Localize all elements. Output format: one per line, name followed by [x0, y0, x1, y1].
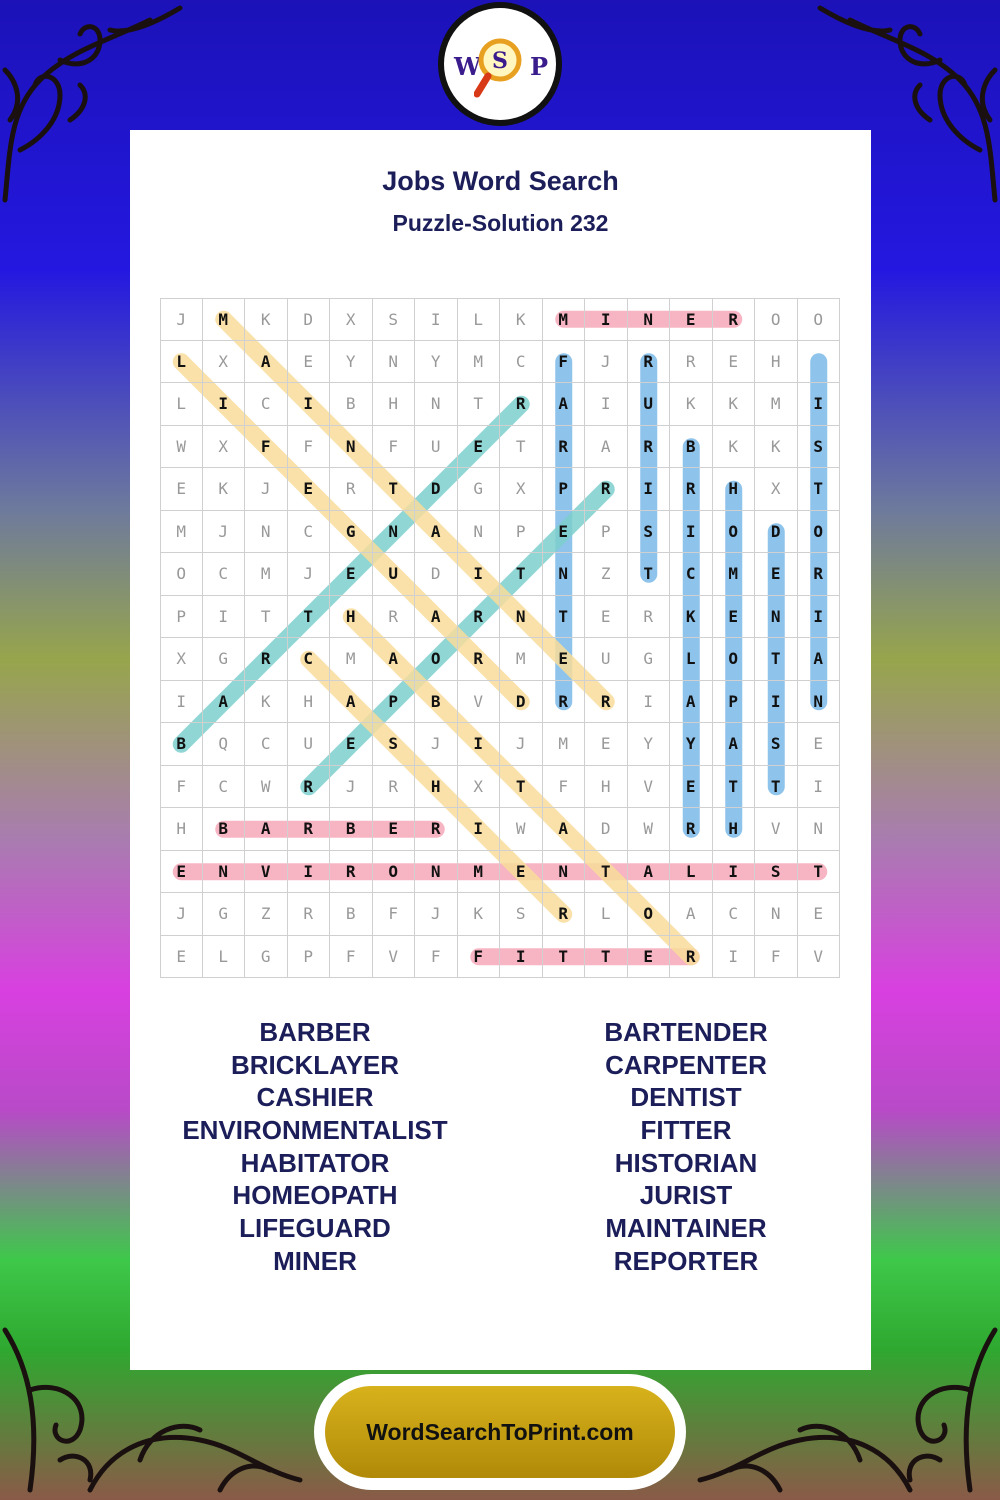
grid-cell[interactable]: L — [160, 341, 203, 384]
grid-cell[interactable]: Z — [245, 893, 288, 936]
grid-cell[interactable]: U — [288, 723, 331, 766]
grid-cell[interactable]: E — [373, 808, 416, 851]
grid-cell[interactable]: C — [713, 893, 756, 936]
grid-cell[interactable]: N — [798, 681, 841, 724]
grid-cell[interactable]: J — [288, 553, 331, 596]
grid-cell[interactable]: R — [585, 681, 628, 724]
grid-cell[interactable]: X — [203, 341, 246, 384]
grid-cell[interactable]: H — [713, 468, 756, 511]
grid-cell[interactable]: R — [670, 468, 713, 511]
grid-cell[interactable]: X — [755, 468, 798, 511]
grid-cell[interactable]: N — [755, 893, 798, 936]
grid-cell[interactable]: D — [415, 468, 458, 511]
grid-cell[interactable]: L — [458, 298, 501, 341]
grid-cell[interactable]: K — [458, 893, 501, 936]
grid-cell[interactable]: T — [798, 468, 841, 511]
grid-cell[interactable]: N — [798, 808, 841, 851]
grid-cell[interactable]: N — [458, 511, 501, 554]
grid-cell[interactable]: S — [373, 723, 416, 766]
grid-cell[interactable]: C — [670, 553, 713, 596]
grid-cell[interactable]: R — [288, 766, 331, 809]
grid-cell[interactable]: E — [288, 341, 331, 384]
grid-cell[interactable]: A — [670, 893, 713, 936]
grid-cell[interactable]: P — [585, 511, 628, 554]
letter-grid — [160, 298, 840, 978]
grid-cell[interactable]: M — [755, 383, 798, 426]
grid-cell[interactable]: W — [500, 808, 543, 851]
grid-cell[interactable]: J — [203, 511, 246, 554]
grid-cell[interactable]: W — [628, 808, 671, 851]
grid-cell[interactable]: G — [628, 638, 671, 681]
grid-cell[interactable]: D — [415, 553, 458, 596]
grid-cell[interactable]: X — [203, 426, 246, 469]
grid-cell[interactable]: I — [458, 723, 501, 766]
grid-cell[interactable]: C — [288, 638, 331, 681]
grid-cell[interactable]: R — [543, 893, 586, 936]
grid-cell[interactable]: I — [500, 936, 543, 979]
grid-cell[interactable]: D — [288, 298, 331, 341]
grid-cell[interactable]: T — [585, 936, 628, 979]
grid-cell[interactable]: M — [458, 341, 501, 384]
grid-cell[interactable]: F — [755, 936, 798, 979]
grid-cell[interactable]: X — [458, 766, 501, 809]
grid-cell[interactable]: I — [798, 766, 841, 809]
grid-cell[interactable]: J — [415, 723, 458, 766]
grid-cell[interactable]: R — [798, 553, 841, 596]
grid-cell[interactable]: H — [160, 808, 203, 851]
grid-cell[interactable]: A — [373, 638, 416, 681]
grid-cell[interactable]: B — [415, 681, 458, 724]
grid-cell[interactable]: O — [628, 893, 671, 936]
grid-cell[interactable]: I — [160, 681, 203, 724]
grid-cell[interactable]: E — [330, 553, 373, 596]
word-list-item: MINER — [273, 1245, 357, 1276]
grid-cell[interactable]: T — [543, 936, 586, 979]
grid-cell[interactable]: E — [585, 723, 628, 766]
grid-cell[interactable]: R — [543, 426, 586, 469]
grid-cell[interactable]: I — [628, 681, 671, 724]
grid-cell[interactable]: A — [203, 681, 246, 724]
grid-cell[interactable]: J — [585, 341, 628, 384]
grid-cell[interactable]: P — [500, 511, 543, 554]
grid-cell[interactable]: E — [713, 341, 756, 384]
grid-cell[interactable]: T — [500, 553, 543, 596]
word-list-item: CASHIER — [256, 1082, 374, 1113]
grid-cell[interactable]: E — [160, 468, 203, 511]
grid-cell[interactable]: P — [543, 468, 586, 511]
footer-badge — [314, 1374, 686, 1490]
grid-cell[interactable]: J — [415, 893, 458, 936]
grid-cell[interactable]: H — [373, 383, 416, 426]
word-list-item: DENTIST — [630, 1082, 742, 1113]
grid-cell[interactable]: Q — [203, 723, 246, 766]
grid-cell[interactable]: K — [713, 426, 756, 469]
grid-cell[interactable]: E — [330, 723, 373, 766]
grid-cell[interactable]: W — [245, 766, 288, 809]
grid-cell[interactable]: L — [203, 936, 246, 979]
grid-cell[interactable]: E — [755, 553, 798, 596]
grid-cell[interactable]: C — [500, 341, 543, 384]
grid-cell[interactable]: X — [330, 298, 373, 341]
grid-cell[interactable]: T — [798, 851, 841, 894]
grid-cell[interactable]: M — [543, 298, 586, 341]
grid-cell[interactable]: V — [755, 808, 798, 851]
grid-cell[interactable]: M — [543, 723, 586, 766]
word-list-item: ENVIRONMENTALIST — [182, 1115, 448, 1146]
grid-cell[interactable]: F — [245, 426, 288, 469]
grid-cell[interactable]: B — [330, 808, 373, 851]
grid-cell[interactable]: H — [585, 766, 628, 809]
grid-cell[interactable]: L — [670, 638, 713, 681]
grid-cell[interactable]: U — [585, 638, 628, 681]
grid-cell[interactable]: T — [500, 426, 543, 469]
word-list-item: BARTENDER — [604, 1017, 768, 1047]
grid-cell[interactable]: R — [415, 808, 458, 851]
grid-cell[interactable]: T — [458, 383, 501, 426]
word-list-item: FITTER — [640, 1115, 732, 1146]
grid-cell[interactable]: F — [373, 893, 416, 936]
grid-cell[interactable]: O — [415, 638, 458, 681]
grid-cell[interactable]: B — [330, 893, 373, 936]
grid-cell[interactable]: G — [458, 468, 501, 511]
grid-cell[interactable]: N — [203, 851, 246, 894]
grid-cell[interactable]: R — [670, 808, 713, 851]
grid-cell[interactable]: T — [755, 638, 798, 681]
grid-cell[interactable]: F — [543, 341, 586, 384]
grid-cell[interactable]: R — [670, 936, 713, 979]
grid-cell[interactable]: C — [203, 766, 246, 809]
grid-cell[interactable]: G — [203, 893, 246, 936]
grid-cell[interactable]: D — [755, 511, 798, 554]
grid-cell[interactable]: S — [755, 723, 798, 766]
grid-cell[interactable]: F — [415, 936, 458, 979]
website-link[interactable]: WordSearchToPrint.com — [325, 1386, 675, 1478]
grid-cell[interactable]: Z — [585, 553, 628, 596]
grid-cell[interactable]: E — [543, 511, 586, 554]
grid-cell[interactable]: N — [500, 596, 543, 639]
grid-cell[interactable]: N — [373, 511, 416, 554]
grid-cell[interactable]: U — [373, 553, 416, 596]
grid-cell[interactable]: M — [500, 638, 543, 681]
word-list-item: BARBER — [259, 1017, 371, 1047]
word-list-item: CARPENTER — [605, 1049, 767, 1080]
grid-cell[interactable]: C — [245, 723, 288, 766]
grid-cell[interactable]: Y — [628, 723, 671, 766]
grid-cell[interactable]: A — [543, 383, 586, 426]
word-list-item: HOMEOPATH — [232, 1180, 398, 1211]
grid-cell[interactable]: I — [755, 681, 798, 724]
grid-cell[interactable]: I — [713, 851, 756, 894]
word-list-left-column — [130, 1016, 500, 1278]
grid-cell[interactable]: R — [628, 341, 671, 384]
grid-cell[interactable]: F — [458, 936, 501, 979]
grid-cell[interactable]: K — [245, 298, 288, 341]
grid-cell[interactable]: E — [670, 766, 713, 809]
grid-cell[interactable]: Y — [670, 723, 713, 766]
grid-cell[interactable]: H — [330, 596, 373, 639]
grid-cell[interactable]: A — [585, 426, 628, 469]
grid-cell[interactable]: U — [415, 426, 458, 469]
grid-cell[interactable]: A — [713, 723, 756, 766]
grid-cell[interactable]: R — [713, 298, 756, 341]
grid-cell[interactable]: H — [713, 808, 756, 851]
word-list-item: HISTORIAN — [614, 1147, 758, 1178]
grid-cell[interactable]: T — [245, 596, 288, 639]
grid-cell[interactable]: I — [458, 808, 501, 851]
grid-cell[interactable]: A — [245, 341, 288, 384]
page-title: Jobs Word Search — [382, 166, 619, 196]
grid-cell[interactable]: B — [330, 383, 373, 426]
grid-cell[interactable]: V — [798, 936, 841, 979]
grid-cell[interactable]: E — [288, 468, 331, 511]
grid-cell[interactable]: I — [203, 383, 246, 426]
grid-cell[interactable]: K — [670, 383, 713, 426]
grid-cell[interactable]: N — [543, 851, 586, 894]
grid-cell[interactable]: I — [288, 383, 331, 426]
site-logo — [438, 2, 562, 126]
grid-cell[interactable]: K — [713, 383, 756, 426]
grid-cell[interactable]: Y — [330, 341, 373, 384]
grid-cell[interactable]: I — [585, 298, 628, 341]
grid-cell[interactable]: T — [500, 766, 543, 809]
grid-cell[interactable]: F — [330, 936, 373, 979]
grid-cell[interactable]: F — [543, 766, 586, 809]
grid-cell[interactable]: E — [500, 851, 543, 894]
grid-cell[interactable]: T — [373, 468, 416, 511]
grid-cell[interactable]: L — [670, 851, 713, 894]
grid-cell[interactable]: O — [713, 638, 756, 681]
grid-cell[interactable]: H — [415, 766, 458, 809]
grid-cell[interactable]: P — [288, 936, 331, 979]
grid-cell[interactable]: C — [245, 383, 288, 426]
grid-cell[interactable]: N — [330, 426, 373, 469]
grid-cell[interactable]: V — [628, 766, 671, 809]
grid-cell[interactable]: F — [288, 426, 331, 469]
grid-cell[interactable]: R — [458, 596, 501, 639]
grid-cell[interactable]: K — [500, 298, 543, 341]
grid-cell[interactable]: E — [670, 298, 713, 341]
grid-cell[interactable]: K — [670, 596, 713, 639]
grid-cell[interactable]: T — [628, 553, 671, 596]
grid-cell[interactable]: H — [755, 341, 798, 384]
page-subtitle: Puzzle-Solution 232 — [392, 210, 609, 236]
grid-cell[interactable]: R — [585, 468, 628, 511]
grid-cell[interactable]: R — [458, 638, 501, 681]
grid-cell[interactable]: P — [713, 681, 756, 724]
grid-cell[interactable]: R — [373, 596, 416, 639]
grid-cell[interactable]: U — [628, 383, 671, 426]
grid-cell[interactable]: I — [288, 851, 331, 894]
grid-cell[interactable]: I — [713, 936, 756, 979]
grid-cell[interactable]: L — [160, 383, 203, 426]
grid-cell[interactable]: E — [458, 426, 501, 469]
grid-cell[interactable]: T — [713, 766, 756, 809]
grid-cell[interactable]: A — [628, 851, 671, 894]
grid-cell[interactable]: A — [543, 808, 586, 851]
grid-cell[interactable]: M — [203, 298, 246, 341]
grid-cell[interactable]: E — [713, 596, 756, 639]
grid-cell[interactable]: I — [458, 553, 501, 596]
grid-cell[interactable]: W — [160, 426, 203, 469]
grid-cell[interactable]: R — [543, 681, 586, 724]
word-search-board — [160, 298, 840, 978]
word-list-item: BRICKLAYER — [230, 1049, 400, 1080]
grid-cell[interactable]: I — [585, 383, 628, 426]
grid-cell[interactable]: E — [585, 596, 628, 639]
grid-cell[interactable]: J — [160, 893, 203, 936]
grid-cell[interactable]: O — [798, 511, 841, 554]
word-list-item: JURIST — [639, 1180, 733, 1211]
grid-cell[interactable]: P — [160, 596, 203, 639]
word-list-item: LIFEGUARD — [239, 1213, 391, 1244]
grid-cell[interactable]: R — [288, 893, 331, 936]
logo-letter-p: P — [530, 52, 549, 81]
grid-cell[interactable]: T — [288, 596, 331, 639]
grid-cell[interactable]: E — [543, 638, 586, 681]
word-list-item: REPORTER — [613, 1245, 759, 1276]
grid-cell[interactable]: A — [415, 596, 458, 639]
grid-cell[interactable]: R — [670, 341, 713, 384]
grid-cell[interactable]: O — [798, 298, 841, 341]
grid-cell[interactable]: N — [543, 553, 586, 596]
grid-cell[interactable]: S — [500, 893, 543, 936]
grid-cell[interactable]: I — [798, 596, 841, 639]
grid-cell[interactable]: E — [160, 936, 203, 979]
grid-cell[interactable]: N — [415, 851, 458, 894]
word-list-right-column — [501, 1016, 871, 1278]
grid-cell[interactable]: J — [245, 468, 288, 511]
grid-cell[interactable]: N — [415, 383, 458, 426]
magnifier-icon — [474, 36, 526, 98]
grid-cell[interactable]: I — [415, 298, 458, 341]
grid-cell[interactable]: J — [330, 766, 373, 809]
grid-cell[interactable]: R — [330, 468, 373, 511]
grid-cell[interactable]: X — [160, 638, 203, 681]
grid-cell[interactable]: M — [458, 851, 501, 894]
word-list-item: HABITATOR — [240, 1147, 390, 1178]
grid-cell[interactable]: R — [288, 808, 331, 851]
grid-cell[interactable]: V — [245, 851, 288, 894]
grid-cell[interactable]: P — [373, 681, 416, 724]
grid-cell[interactable]: K — [755, 426, 798, 469]
grid-cell[interactable]: I — [628, 468, 671, 511]
grid-cell[interactable]: S — [373, 298, 416, 341]
word-list-item: MAINTAINER — [605, 1213, 767, 1244]
grid-cell[interactable]: N — [755, 596, 798, 639]
grid-cell[interactable]: C — [288, 511, 331, 554]
grid-cell[interactable]: N — [373, 341, 416, 384]
grid-cell[interactable]: K — [245, 681, 288, 724]
grid-cell[interactable]: F — [160, 766, 203, 809]
grid-cell[interactable]: V — [458, 681, 501, 724]
logo-letter-w: W — [454, 52, 481, 81]
grid-cell[interactable]: E — [628, 936, 671, 979]
grid-cell[interactable]: R — [628, 596, 671, 639]
grid-cell[interactable]: R — [245, 638, 288, 681]
grid-cell[interactable]: S — [798, 426, 841, 469]
grid-cell[interactable]: G — [203, 638, 246, 681]
grid-cell[interactable]: A — [330, 681, 373, 724]
grid-cell[interactable]: R — [373, 766, 416, 809]
grid-cell[interactable]: S — [755, 851, 798, 894]
grid-cell[interactable]: J — [500, 723, 543, 766]
grid-cell[interactable]: R — [500, 383, 543, 426]
grid-cell[interactable]: X — [500, 468, 543, 511]
grid-cell[interactable]: T — [543, 596, 586, 639]
grid-cell[interactable]: A — [798, 638, 841, 681]
grid-cell[interactable]: A — [245, 808, 288, 851]
grid-cell[interactable]: E — [160, 851, 203, 894]
grid-cell[interactable]: M — [330, 638, 373, 681]
grid-cell[interactable]: R — [628, 426, 671, 469]
grid-cell[interactable]: V — [373, 936, 416, 979]
grid-cell[interactable]: O — [160, 553, 203, 596]
grid-cell[interactable]: M — [245, 553, 288, 596]
grid-cell[interactable]: N — [245, 511, 288, 554]
grid-cell[interactable]: Y — [415, 341, 458, 384]
grid-cell[interactable]: E — [798, 723, 841, 766]
grid-cell[interactable]: I — [798, 383, 841, 426]
grid-cell[interactable]: O — [713, 511, 756, 554]
grid-cell[interactable]: B — [670, 426, 713, 469]
grid-cell[interactable]: O — [373, 851, 416, 894]
grid-cell[interactable]: E — [798, 893, 841, 936]
grid-cell[interactable]: L — [585, 893, 628, 936]
grid-cell[interactable]: B — [203, 808, 246, 851]
grid-cell[interactable]: I — [203, 596, 246, 639]
grid-cell[interactable]: M — [713, 553, 756, 596]
puzzle-card — [130, 130, 871, 1370]
grid-cell[interactable]: T — [585, 851, 628, 894]
grid-cell[interactable]: G — [330, 511, 373, 554]
grid-cell[interactable] — [798, 341, 841, 384]
grid-cell[interactable]: A — [415, 511, 458, 554]
grid-cell[interactable]: H — [288, 681, 331, 724]
grid-cell[interactable]: M — [160, 511, 203, 554]
grid-cell[interactable]: F — [373, 426, 416, 469]
grid-cell[interactable]: R — [330, 851, 373, 894]
grid-cell[interactable]: J — [160, 298, 203, 341]
grid-cell[interactable]: C — [203, 553, 246, 596]
grid-cell[interactable]: I — [670, 511, 713, 554]
grid-cell[interactable]: B — [160, 723, 203, 766]
grid-cell[interactable]: D — [585, 808, 628, 851]
logo-letter-s: S — [492, 48, 508, 74]
grid-cell[interactable]: G — [245, 936, 288, 979]
grid-cell[interactable]: T — [755, 766, 798, 809]
grid-cell[interactable]: N — [628, 298, 671, 341]
grid-cell[interactable]: A — [670, 681, 713, 724]
grid-cell[interactable]: S — [628, 511, 671, 554]
grid-cell[interactable]: O — [755, 298, 798, 341]
grid-cell[interactable]: K — [203, 468, 246, 511]
grid-cell[interactable]: D — [500, 681, 543, 724]
